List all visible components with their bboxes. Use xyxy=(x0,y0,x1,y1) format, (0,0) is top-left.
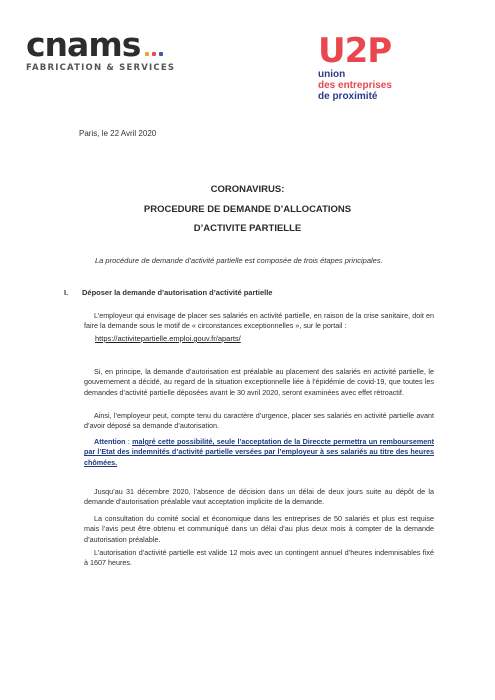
attention-paragraph xyxy=(84,437,434,468)
cnams-logo xyxy=(26,25,216,73)
u2p-tagline-line3: de proximité xyxy=(318,91,378,102)
title-line-3: D’ACTIVITE PARTIELLE xyxy=(193,223,302,234)
paragraph-2-text: Si, en principe, la demande d’autorisation est préalable au placement des salariés en activité partielle, le gouvernement a décidé, au regard de la situation exceptionnelle liée à l’épidémie de covid-19, que toutes les demandes d’activité partielle déposées avant le 30 avril 2020, seront examinées avec effet rétroactif. xyxy=(84,367,434,397)
paragraph-1 xyxy=(84,311,434,332)
cnams-tagline: FABRICATION & SERVICES xyxy=(26,63,176,73)
paragraph-5 xyxy=(84,514,434,545)
paragraph-3-text: Ainsi, l’employeur peut, compte tenu du caractère d’urgence, placer ses salariés en activité partielle avant d’avoir déposé sa demande d’autorisation. xyxy=(84,411,434,431)
intro-text: La procédure de demande d’activité partielle est composée de trois étapes principales. xyxy=(95,256,383,265)
u2p-wordmark: U2P xyxy=(318,31,392,71)
paragraph-2 xyxy=(84,367,434,398)
u2p-tagline-line1: union xyxy=(318,69,346,80)
attention-separator: : xyxy=(125,437,133,446)
paragraph-1-text: L’employeur qui envisage de placer ses salariés en activité partielle, en raison de la crise sanitaire, doit en faire la demande sous le motif de « circonstances exceptionnelles », sur le portail : xyxy=(84,311,434,331)
title-line-1: CORONAVIRUS: xyxy=(210,184,285,195)
cnams-dots-icon xyxy=(142,43,163,61)
paragraph-6 xyxy=(84,548,434,569)
paragraph-6-text: L’autorisation d’activité partielle est valide 12 mois avec un contingent annuel d’heures indemnisables fixé à 1607 heures. xyxy=(84,548,434,568)
section-heading xyxy=(64,288,272,297)
document-date: Paris, le 22 Avril 2020 xyxy=(79,129,157,138)
u2p-tagline-line2: des entreprises xyxy=(318,80,392,91)
portal-link[interactable]: https://activitepartielle.emploi.gouv.fr/aparts/ xyxy=(95,334,241,343)
paragraph-5-text: La consultation du comité social et économique dans les entreprises de 50 salariés et plus est requise mais l’avis peut être obtenu et communiqué dans un délai d’au plus deux mois à compter de la demande d’autorisation préalable. xyxy=(84,514,434,544)
cnams-wordmark: cnams xyxy=(26,25,141,64)
section-title: Déposer la demande d’autorisation d’activité partielle xyxy=(82,288,273,297)
paragraph-4 xyxy=(84,487,434,508)
paragraph-3 xyxy=(84,411,434,432)
attention-text: malgré cette possibilité, seule l’acceptation de la Direccte permettra un remboursement par l’Etat des indemnités d’activité partielle versées par l’employeur à ses salariés au titre des heures chômées. xyxy=(84,437,434,467)
title-line-2: PROCEDURE DE DEMANDE D’ALLOCATIONS xyxy=(143,204,352,215)
paragraph-4-text: Jusqu’au 31 décembre 2020, l’absence de décision dans un délai de deux jours suite au dépôt de la demande d’autorisation préalable vaut acceptation implicite de la demande. xyxy=(84,487,434,507)
u2p-logo xyxy=(318,31,438,102)
section-number: I. xyxy=(64,288,69,297)
attention-label: Attention xyxy=(94,437,126,446)
